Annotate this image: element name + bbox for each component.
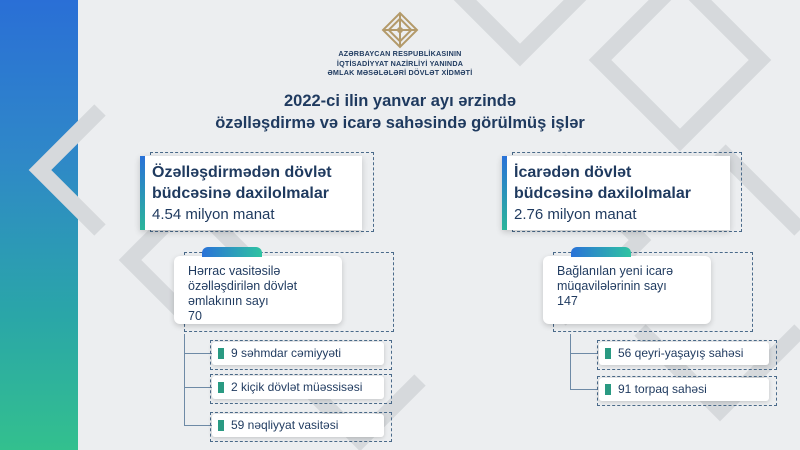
sub-line: özəlləşdirilən dövlət [188, 279, 298, 293]
lease-amount: 2.76 milyon manat [514, 206, 637, 223]
new-lease-count-card [543, 256, 711, 324]
list-item [212, 342, 384, 365]
tree-connector [570, 334, 571, 390]
tree-connector [570, 389, 598, 390]
list-item [599, 342, 769, 365]
auction-count-card [174, 256, 342, 324]
organization-line: AZƏRBAYCAN RESPUBLİKASININ [338, 49, 462, 58]
sub-line: Hərrac vasitəsilə [188, 264, 281, 278]
heading-line: büdcəsinə daxilolmalar [514, 185, 691, 202]
list-item-label: 91 torpaq sahəsi [618, 382, 707, 396]
sub-line: müqavilələrinin sayı [557, 279, 667, 293]
card-tab [202, 247, 262, 257]
page-title [150, 90, 650, 134]
list-item-label: 59 nəqliyyat vasitəsi [231, 418, 339, 432]
sub-line: Bağlanılan yeni icarə [557, 264, 674, 278]
heading-line: İcarədən dövlət [514, 164, 632, 181]
list-item-label: 9 səhmdar cəmiyyəti [231, 346, 342, 360]
tree-connector [184, 387, 212, 388]
list-marker-icon [605, 384, 611, 395]
tree-connector [570, 353, 598, 354]
card-accent [140, 156, 145, 230]
list-marker-icon [218, 382, 224, 393]
title-line: özəlləşdirmə və icarə sahəsində görülmüş işlər [215, 114, 585, 132]
tree-connector [184, 353, 212, 354]
list-item-label: 56 qeyri-yaşayış sahəsi [618, 346, 744, 360]
heading-line: büdcəsinə daxilolmalar [152, 185, 329, 202]
auction-count-text [188, 264, 297, 324]
list-item [212, 414, 384, 437]
list-marker-icon [218, 420, 224, 431]
privatization-card [140, 156, 362, 230]
heading-line: Özəlləşdirmədən dövlət [152, 164, 332, 181]
organization-name [300, 49, 500, 78]
list-marker-icon [218, 348, 224, 359]
list-item [212, 376, 384, 399]
privatization-heading [152, 162, 332, 204]
card-accent [502, 156, 507, 230]
tree-connector [184, 334, 185, 426]
card-tab [571, 247, 631, 257]
title-line: 2022-ci ilin yanvar ayı ərzində [283, 92, 517, 110]
list-item-label: 2 kiçik dövlət müəssisəsi [231, 380, 363, 394]
lease-card [502, 156, 730, 230]
lease-heading [514, 162, 691, 204]
new-lease-count-text [557, 264, 673, 309]
new-lease-count-value: 147 [557, 294, 578, 308]
list-marker-icon [605, 348, 611, 359]
auction-count-value: 70 [188, 309, 202, 323]
tree-connector [184, 425, 212, 426]
sub-line: əmlakının sayı [188, 294, 269, 308]
list-item [599, 378, 769, 401]
privatization-amount: 4.54 milyon manat [152, 206, 275, 223]
organization-line: ƏMLAK MƏSƏLƏLƏRİ DÖVLƏT XİDMƏTİ [327, 68, 473, 77]
organization-line: İQTİSADİYYAT NAZİRLİYİ YANINDA [336, 58, 464, 68]
